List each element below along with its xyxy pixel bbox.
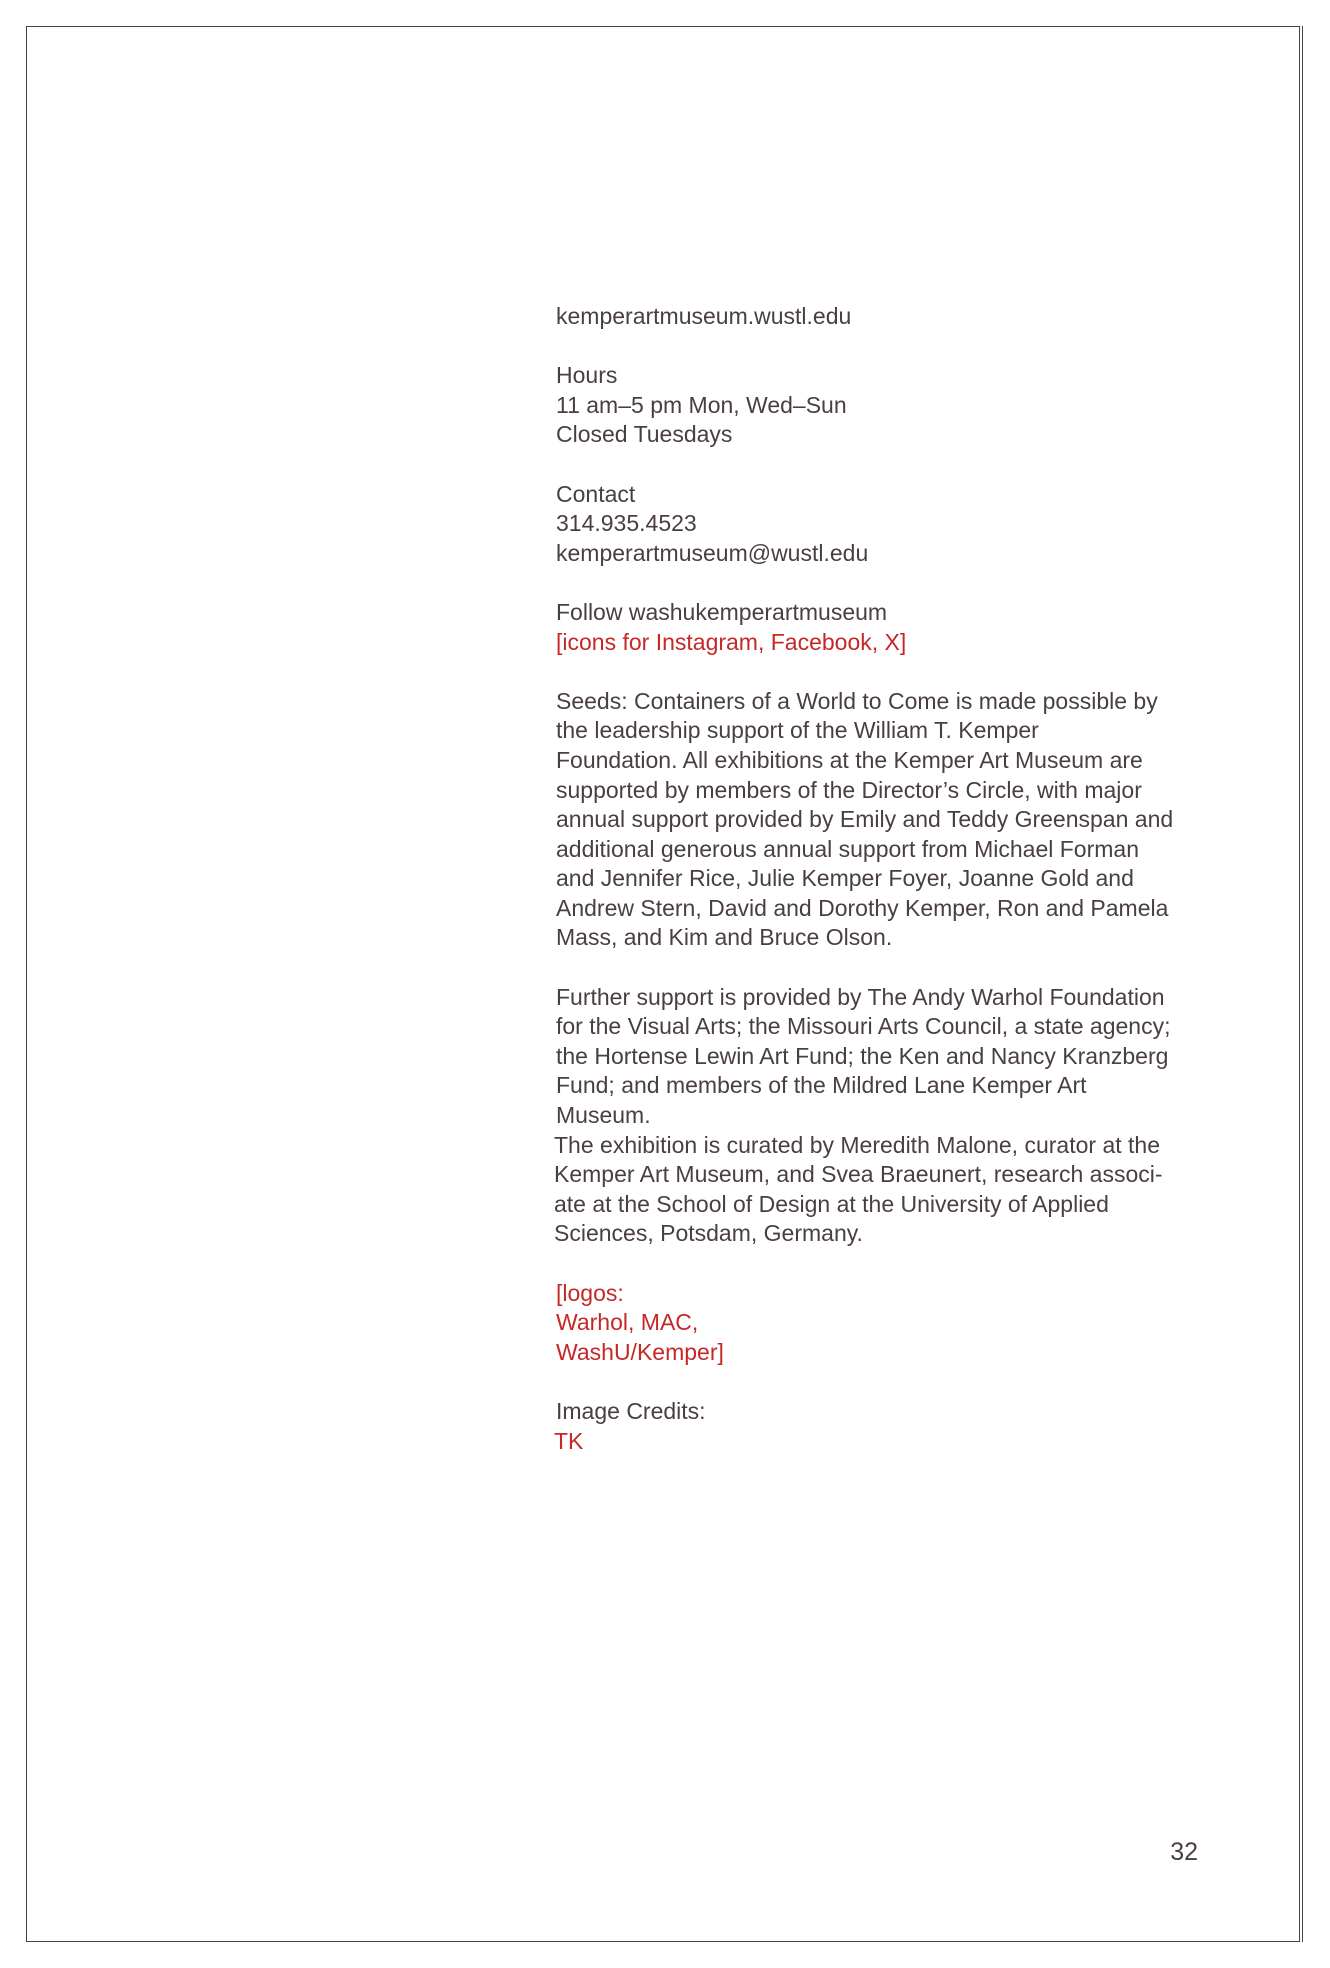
paragraph-line: ate at the School of Design at the University of Applied — [554, 1190, 1109, 1217]
paragraph-line: The exhibition is curated by Meredith Malone, curator at the — [554, 1131, 1160, 1158]
contact-heading: Contact — [556, 480, 636, 507]
paragraph-line: and Jennifer Rice, Julie Kemper Foyer, Joanne Gold and — [556, 865, 1134, 892]
website-url: kemperartmuseum.wustl.edu — [556, 303, 852, 329]
paragraph-line: Sciences, Potsdam, Germany. — [554, 1220, 863, 1247]
paragraph-line: Further support is provided by The Andy Warhol Foundation — [556, 983, 1165, 1010]
page-number: 32 — [1170, 1838, 1198, 1866]
paragraph-line: Fund; and members of the Mildred Lane Kemper Art — [556, 1072, 1087, 1099]
spacer — [556, 953, 1226, 983]
page-content — [556, 302, 1226, 1456]
image-credits-value: TK — [554, 1427, 584, 1454]
logos-placeholder-line: Warhol, MAC, — [556, 1309, 699, 1336]
curator-paragraph — [554, 1131, 1226, 1249]
paragraph-line: the leadership support of the William T. Kemper — [556, 717, 1039, 744]
contact-email: kemperartmuseum@wustl.edu — [556, 539, 869, 566]
paragraph-line: Andrew Stern, David and Dorothy Kemper, Ron and Pamela — [556, 894, 1169, 921]
hours-heading: Hours — [556, 362, 618, 389]
hours-line-1: 11 am–5 pm Mon, Wed–Sun — [556, 391, 847, 418]
spacer — [556, 450, 1226, 480]
paragraph-line: for the Visual Arts; the Missouri Arts Council, a state agency; — [556, 1013, 1171, 1040]
logos-placeholder-line: [logos: — [556, 1279, 624, 1306]
paragraph-line: annual support provided by Emily and Teddy Greenspan and — [556, 806, 1174, 833]
spacer — [556, 568, 1226, 598]
image-credits-heading: Image Credits: — [556, 1397, 706, 1424]
support-paragraph-1 — [556, 687, 1226, 953]
paragraph-line: Mass, and Kim and Bruce Olson. — [556, 924, 893, 951]
spacer — [556, 657, 1226, 687]
logos-placeholder — [556, 1279, 1226, 1368]
contact-phone: 314.935.4523 — [556, 510, 697, 537]
follow-text: Follow washukemperartmuseum — [556, 598, 888, 625]
hours-line-2: Closed Tuesdays — [556, 421, 733, 448]
spacer — [556, 332, 1226, 362]
paragraph-line: additional generous annual support from Michael Forman — [556, 835, 1139, 862]
paragraph-line: Museum. — [556, 1102, 651, 1129]
spacer — [556, 1249, 1226, 1279]
support-paragraph-2 — [556, 983, 1226, 1131]
paragraph-line: Seeds: Containers of a World to Come is made possible by — [556, 687, 1158, 714]
paragraph-line: the Hortense Lewin Art Fund; the Ken and Nancy Kranzberg — [556, 1042, 1169, 1069]
logos-placeholder-line: WashU/Kemper] — [556, 1338, 724, 1365]
paragraph-line: Kemper Art Museum, and Svea Braeunert, research associ- — [554, 1161, 1163, 1188]
social-icons-placeholder: [icons for Instagram, Facebook, X] — [556, 628, 907, 655]
paragraph-line: supported by members of the Director’s Circle, with major — [556, 776, 1142, 803]
spacer — [556, 1367, 1226, 1397]
page-edge-rule — [1302, 26, 1303, 1942]
paragraph-line: Foundation. All exhibitions at the Kemper Art Museum are — [556, 746, 1143, 773]
